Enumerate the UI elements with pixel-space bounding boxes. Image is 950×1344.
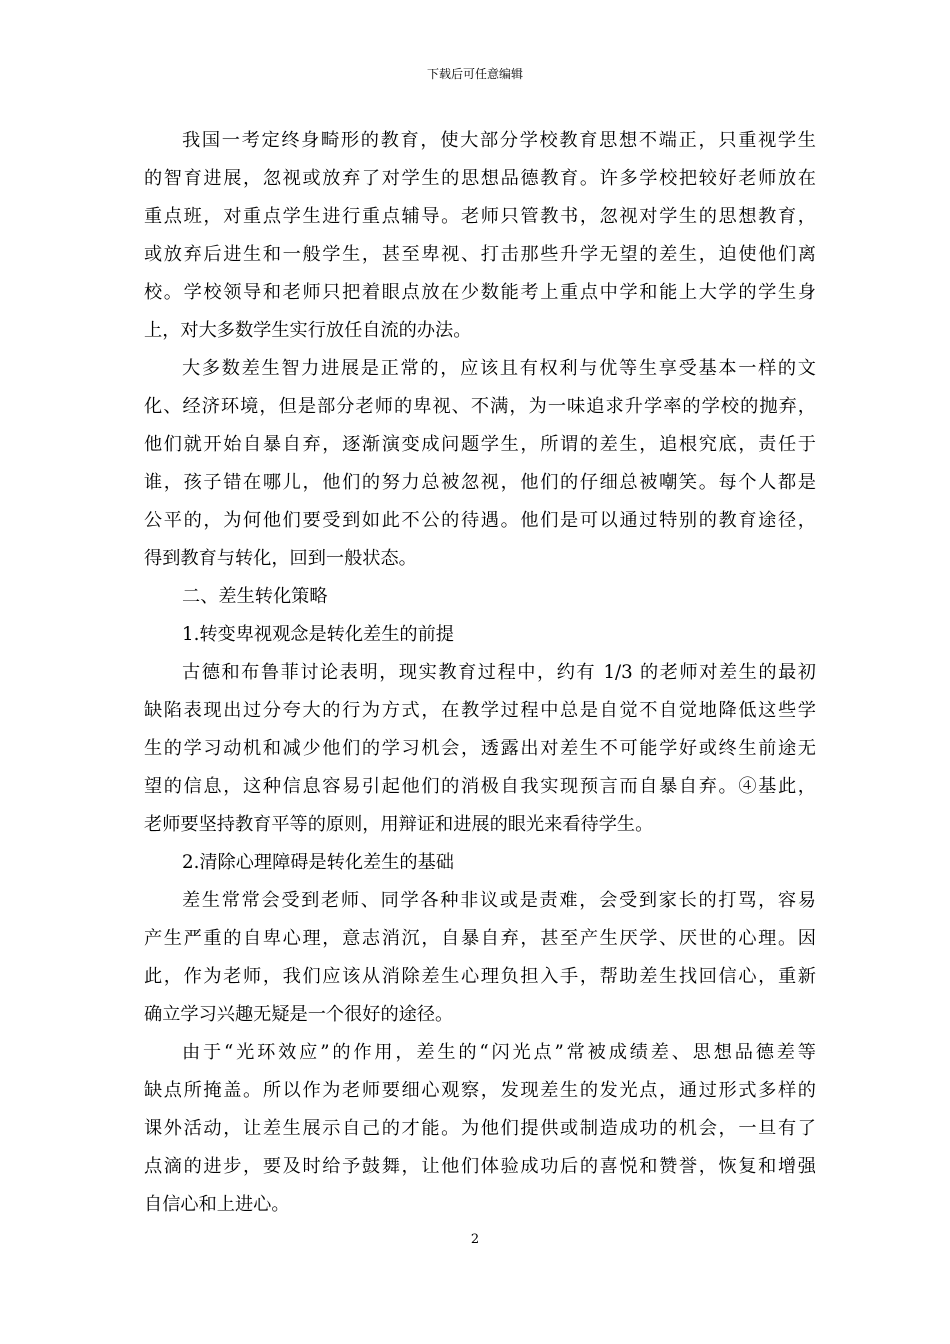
paragraph bbox=[144, 882, 816, 1034]
paragraph bbox=[144, 654, 816, 844]
text-line: 课外活动，让差生展示自己的才能。为他们提供或制造成功的机会，一旦有了 bbox=[144, 1118, 816, 1139]
text-line: 我国一考定终身畸形的教育，使大部分学校教育思想不端正，只重视学生 bbox=[182, 130, 816, 151]
text-line: 此，作为老师，我们应该从消除差生心理负担入手，帮助差生找回信心，重新 bbox=[144, 966, 816, 987]
text-line: 大多数差生智力进展是正常的，应该且有权利与优等生享受基本一样的文 bbox=[182, 358, 816, 379]
text-line: 或放弃后进生和一般学生，甚至卑视、打击那些升学无望的差生，迫使他们离 bbox=[144, 244, 816, 265]
page-header: 下载后可任意编辑 bbox=[426, 67, 523, 81]
section-heading bbox=[144, 578, 816, 616]
subheading bbox=[144, 616, 816, 654]
text-line: 缺点所掩盖。所以作为老师要细心观察，发现差生的发光点，通过形式多样的 bbox=[144, 1080, 816, 1101]
text-line: 的智育进展，忽视或放弃了对学生的思想品德教育。许多学校把较好老师放在 bbox=[144, 168, 816, 189]
heading-text: 1.转变卑视观念是转化差生的前提 bbox=[182, 624, 454, 645]
text-line: 生的学习动机和减少他们的学习机会，透露出对差生不可能学好或终生前途无 bbox=[144, 738, 816, 759]
paragraph bbox=[144, 1034, 816, 1224]
heading-text: 2.清除心理障碍是转化差生的基础 bbox=[182, 852, 454, 873]
text-line: 上，对大多数学生实行放任自流的办法。 bbox=[144, 320, 472, 341]
text-line: 自信心和上进心。 bbox=[144, 1194, 290, 1215]
text-line: 点滴的进步，要及时给予鼓舞，让他们体验成功后的喜悦和赞誉，恢复和增强 bbox=[144, 1156, 816, 1177]
text-line: 老师要坚持教育平等的原则，用辩证和进展的眼光来看待学生。 bbox=[144, 814, 654, 835]
text-line: 缺陷表现出过分夸大的行为方式，在教学过程中总是自觉不自觉地降低这些学 bbox=[144, 700, 816, 721]
paragraph bbox=[144, 350, 816, 578]
text-line: 得到教育与转化，回到一般状态。 bbox=[144, 548, 417, 569]
text-line: 校。学校领导和老师只把着眼点放在少数能考上重点中学和能上大学的学生身 bbox=[144, 282, 816, 303]
text-line: 由于“光环效应”的作用，差生的“闪光点”常被成绩差、思想品德差等 bbox=[182, 1042, 816, 1063]
text-line: 产生严重的自卑心理，意志消沉，自暴自弃，甚至产生厌学、厌世的心理。因 bbox=[144, 928, 816, 949]
text-line: 望的信息，这种信息容易引起他们的消极自我实现预言而自暴自弃。④基此， bbox=[144, 776, 816, 797]
text-line: 重点班，对重点学生进行重点辅导。老师只管教书，忽视对学生的思想教育， bbox=[144, 206, 816, 227]
text-line: 公平的，为何他们要受到如此不公的待遇。他们是可以通过特别的教育途径， bbox=[144, 510, 816, 531]
paragraph bbox=[144, 122, 816, 350]
page-number: 2 bbox=[470, 1232, 480, 1247]
text-line: 他们就开始自暴自弃，逐渐演变成问题学生，所谓的差生，追根究底，责任于 bbox=[144, 434, 816, 455]
document-body bbox=[144, 122, 816, 1224]
text-line: 古德和布鲁菲讨论表明，现实教育过程中，约有 1/3 的老师对差生的最初 bbox=[182, 662, 816, 683]
text-line: 差生常常会受到老师、同学各种非议或是责难，会受到家长的打骂，容易 bbox=[182, 890, 816, 911]
text-line: 化、经济环境，但是部分老师的卑视、不满，为一味追求升学率的学校的抛弃， bbox=[144, 396, 816, 417]
text-line: 确立学习兴趣无疑是一个很好的途径。 bbox=[144, 1004, 454, 1025]
subheading bbox=[144, 844, 816, 882]
text-line: 谁，孩子错在哪儿，他们的努力总被忽视，他们的仔细总被嘲笑。每个人都是 bbox=[144, 472, 816, 493]
heading-text: 二、差生转化策略 bbox=[182, 586, 328, 607]
